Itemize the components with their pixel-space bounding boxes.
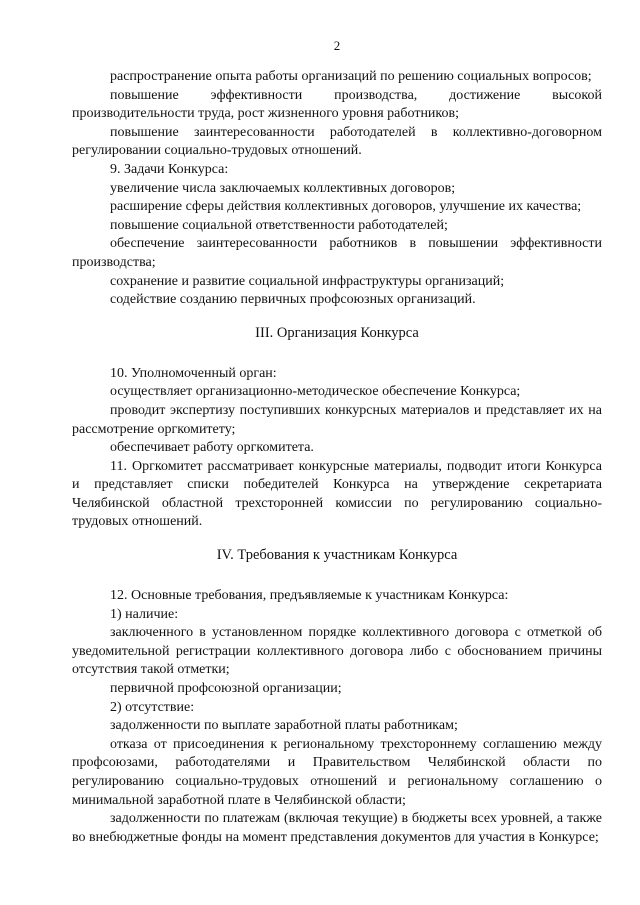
paragraph: заключенного в установленном порядке коллективного договора с отметкой об уведомительной регистрации коллективного договора либо с обоснованием причины отсутствия такой отметки; bbox=[72, 625, 602, 678]
section-heading: III. Организация Конкурса bbox=[255, 324, 419, 341]
section-heading: IV. Требования к участникам Конкурса bbox=[216, 547, 458, 564]
paragraph: повышение эффективности производства, достижение высокой производительности труда, рост жизненного уровня работников; bbox=[72, 87, 602, 122]
paragraph: обеспечивает работу оргкомитета. bbox=[110, 440, 314, 456]
page-number: 2 bbox=[333, 38, 341, 53]
paragraph: содействие созданию первичных профсоюзных организаций. bbox=[110, 292, 476, 308]
paragraph: 12. Основные требования, предъявляемые к участникам Конкурса: bbox=[110, 588, 509, 604]
paragraph: отказа от присоединения к региональному трехстороннему соглашению между профсоюзами, работодателями и Правительством Челябинской области по регулированию социально-трудовых отношений и региональному соглашению о минимальной заработной плате в Челябинской области; bbox=[72, 736, 602, 808]
paragraph: проводит экспертизу поступивших конкурсных материалов и представляет их на рассмотрение оргкомитету; bbox=[72, 402, 602, 437]
paragraph: 10. Уполномоченный орган: bbox=[110, 365, 277, 381]
paragraph: повышение заинтересованности работодателей в коллективно-договорном регулировании социально-трудовых отношений. bbox=[72, 124, 602, 159]
paragraph: сохранение и развитие социальной инфраструктуры организаций; bbox=[110, 273, 505, 289]
paragraph: задолженности по платежам (включая текущие) в бюджеты всех уровней, а также во внебюджетные фонды на момент представления документов для участия в Конкурсе; bbox=[72, 811, 602, 845]
paragraph: 1) наличие: bbox=[110, 606, 179, 622]
paragraph: увеличение числа заключаемых коллективных договоров; bbox=[110, 180, 456, 196]
paragraph: 9. Задачи Конкурса: bbox=[110, 161, 229, 177]
paragraph: осуществляет организационно-методическое обеспечение Конкурса; bbox=[110, 384, 521, 400]
paragraph: первичной профсоюзной организации; bbox=[110, 681, 342, 697]
paragraph: повышение социальной ответственности работодателей; bbox=[110, 217, 448, 233]
paragraph: 2) отсутствие: bbox=[110, 699, 195, 715]
paragraph: распространение опыта работы организаций по решению социальных вопросов; bbox=[110, 69, 592, 84]
paragraph: 11. Оргкомитет рассматривает конкурсные материалы, подводит итоги Конкурса и представляет списки победителей Конкурса на утверждение секретариата Челябинской областной трехсторонней комиссии по регулированию социально-трудовых отношений. bbox=[72, 458, 602, 530]
paragraph: расширение сферы действия коллективных договоров, улучшение их качества; bbox=[110, 199, 582, 215]
paragraph: задолженности по выплате заработной платы работникам; bbox=[110, 718, 458, 734]
paragraph: обеспечение заинтересованности работников в повышении эффективности производства; bbox=[72, 236, 602, 270]
